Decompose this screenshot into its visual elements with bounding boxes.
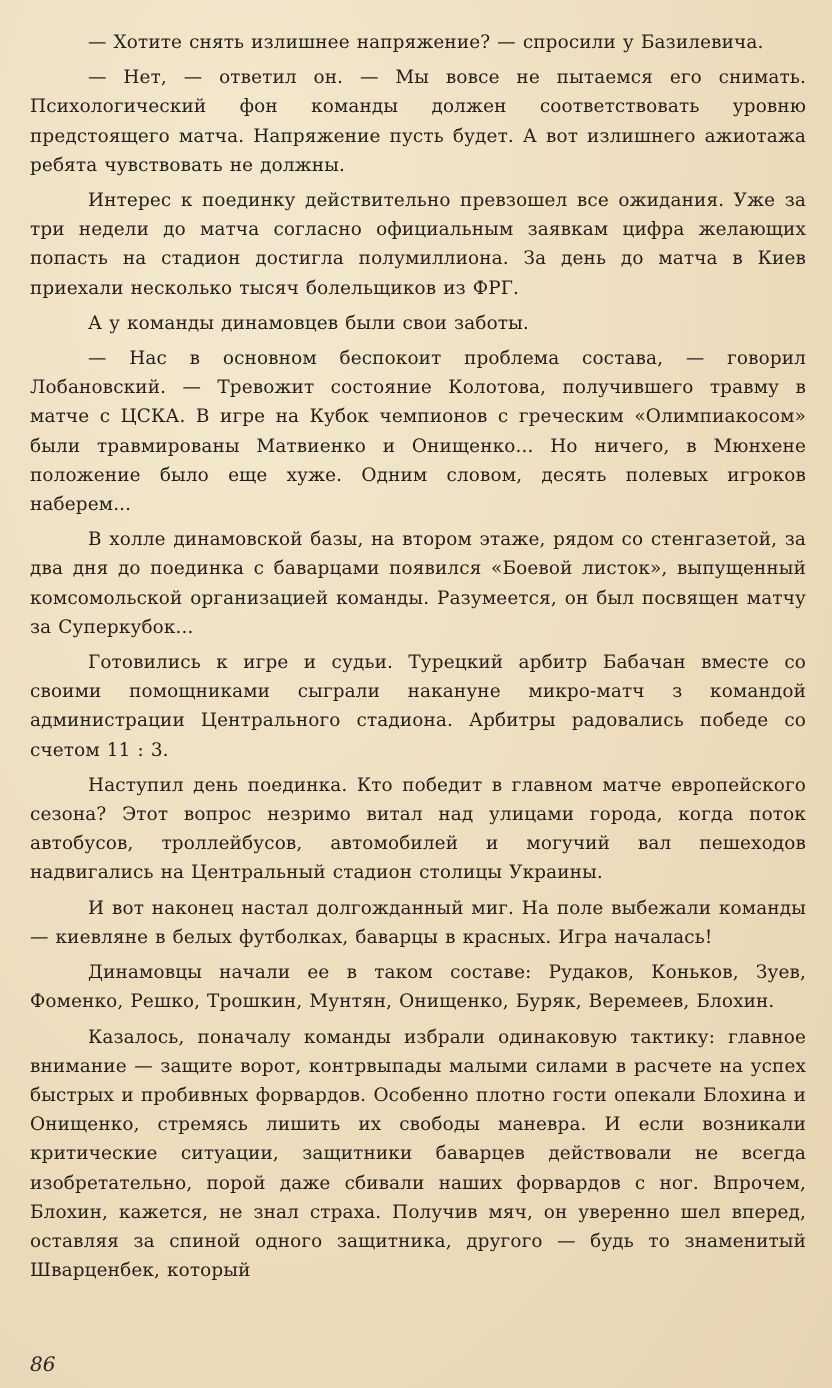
paragraph-8: Наступил день поединка. Кто победит в главном матче европейского сезона? Этот вопрос незримо витал над улицами города, когда поток автобусов, троллейбусов, автомобилей и могучий вал пешеходов надвигались на Центральный стадион столицы Украины. xyxy=(30,774,806,884)
page-body xyxy=(30,28,806,1291)
paragraph-4: А у команды динамовцев были свои заботы. xyxy=(88,312,529,334)
page-number: 86 xyxy=(30,1352,56,1376)
paragraph-7: Готовились к игре и судьи. Турецкий арбитр Бабачан вместе со своими помощниками сыграли накануне микро-матч з командой администрации Центрального стадиона. Арбитры радовались победе со счетом 11 : 3. xyxy=(30,652,806,761)
paragraph-2: — Нет, — ответил он. — Мы вовсе не пытаемся его снимать. Психологический фон команды должен соответствовать уровню предстоящего матча. Напряжение пусть будет. А вот излишнего ажиотажа ребята чувствовать не должны. xyxy=(30,67,806,176)
paragraph-1: — Хотите снять излишнее напряжение? — спросили у Базилевича. xyxy=(88,32,764,53)
paragraph-9: И вот наконец настал долгожданный миг. На поле выбежали команды — киевляне в белых футболках, баварцы в красных. Игра началась! xyxy=(30,897,806,948)
paragraph-11: Казалось, поначалу команды избрали одинаковую тактику: главное внимание — защите ворот, контрвыпады малыми силами в расчете на успех быстрых и пробивных форвардов. Особенно плотно гости опекали Блохина и Онищенко, стремясь лишить их свободы маневра. И если возникали критические ситуации, защитники баварцев действовали не всегда изобретательно, порой даже сбивали наших форвардов с ног. Впрочем, Блохин, кажется, не знал страха. Получив мяч, он уверенно шел вперед, оставляя за спиной одного защитника, другого — будь то знаменитый Шварценбек, который xyxy=(30,1026,806,1282)
paragraph-6: В холле динамовской базы, на втором этаже, рядом со стенгазетой, за два дня до поединка с баварцами появился «Боевой листок», выпущенный комсомольской организацией команды. Разумеется, он был посвящен матчу за Суперкубок... xyxy=(30,529,806,638)
paragraph-10: Динамовцы начали ее в таком составе: Рудаков, Коньков, Зуев, Фоменко, Решко, Трошкин, Мунтян, Онищенко, Буряк, Веремеев, Блохин. xyxy=(30,962,806,1013)
paragraph-5: — Нас в основном беспокоит проблема состава, — говорил Лобановский. — Тревожит состояние Колотова, получившего травму в матче с ЦСКА. В игре на Кубок чемпионов с греческим «Олимпиакосом» были травмированы Матвиенко и Онищенко... Но ничего, в Мюнхене положение было еще хуже. Одним словом, десять полевых игроков наберем... xyxy=(30,348,806,516)
paragraph-3: Интерес к поединку действительно превзошел все ожидания. Уже за три недели до матча согласно официальным заявкам цифра желающих попасть на стадион достигла полумиллиона. За день до матча в Киев приехали несколько тысяч болельщиков из ФРГ. xyxy=(30,190,806,299)
